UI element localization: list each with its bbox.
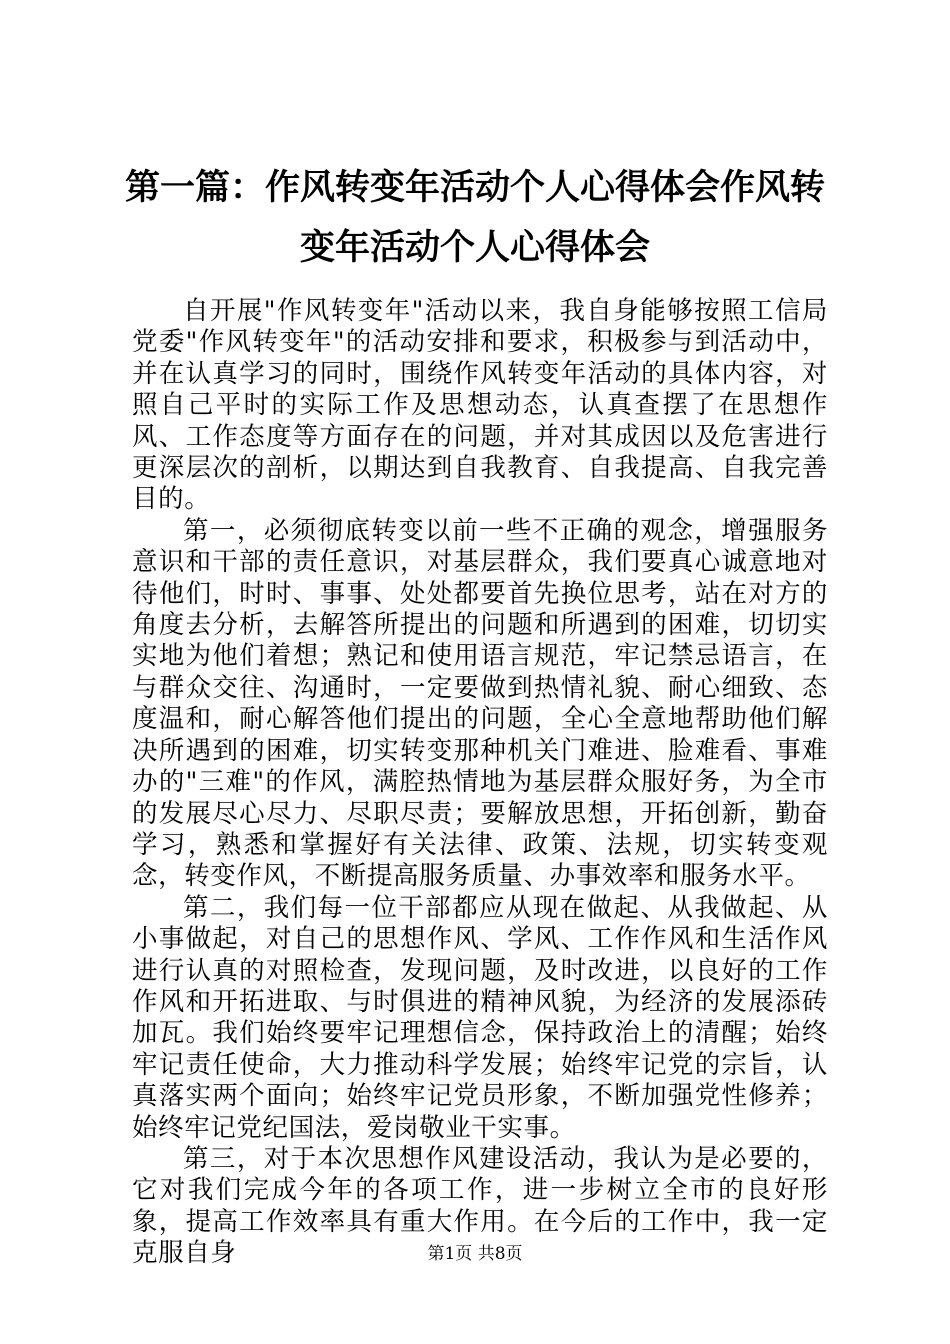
paragraph-intro: 自开展"作风转变年"活动以来，我自身能够按照工信局党委"作风转变年"的活动安排和要求，积极参与到活动中，并在认真学习的同时，围绕作风转变年活动的具体内容，对照自己平时的实际工作及思想动态，认真查摆了在思想作风、工作态度等方面存在的问题，并对其成因以及危害进行更深层次的剖析，以期达到自我教育、自我提高、自我完善目的。 [132,296,828,515]
page-number-footer: 第1页 共8页 [427,1244,523,1264]
paragraph-first-point: 第一，必须彻底转变以前一些不正确的观念，增强服务意识和干部的责任意识，对基层群众，我们要真心诚意地对待他们，时时、事事、处处都要首先换位思考，站在对方的角度去分析，去解答所提出的问题和所遇到的困难，切切实实地为他们着想；熟记和使用语言规范，牢记禁忌语言，在与群众交往、沟通时，一定要做到热情礼貌、耐心细致、态度温和，耐心解答他们提出的问题，全心全意地帮助他们解决所遇到的困难，切实转变那种机关门难进、脸难看、事难办的"三难"的作风，满腔热情地为基层群众服好务，为全市的发展尽心尽力、尽职尽责；要解放思想，开拓创新，勤奋学习，熟悉和掌握好有关法律、政策、法规，切实转变观念，转变作风，不断提高服务质量、办事效率和服务水平。 [132,515,828,892]
document-body [132,296,828,1270]
paragraph-second-point: 第二，我们每一位干部都应从现在做起、从我做起、从小事做起，对自己的思想作风、学风、工作作风和生活作风进行认真的对照检查，发现问题，及时改进，以良好的工作作风和开拓进取、与时俱进的精神风貌，为经济的发展添砖加瓦。我们始终要牢记理想信念，保持政治上的清醒；始终牢记责任使命，大力推动科学发展；始终牢记党的宗旨，认真落实两个面向；始终牢记党员形象，不断加强党性修养；始终牢记党纪国法，爱岗敬业干实事。 [132,892,828,1143]
document-title: 第一篇：作风转变年活动个人心得体会作风转变年活动个人心得体会 [124,167,825,268]
paragraph-third-point: 第三，对于本次思想作风建设活动，我认为是必要的，它对我们完成今年的各项工作，进一步树立全市的良好形象，提高工作效率具有重大作用。在今后的工作中，我一定克服自身 [132,1143,828,1269]
